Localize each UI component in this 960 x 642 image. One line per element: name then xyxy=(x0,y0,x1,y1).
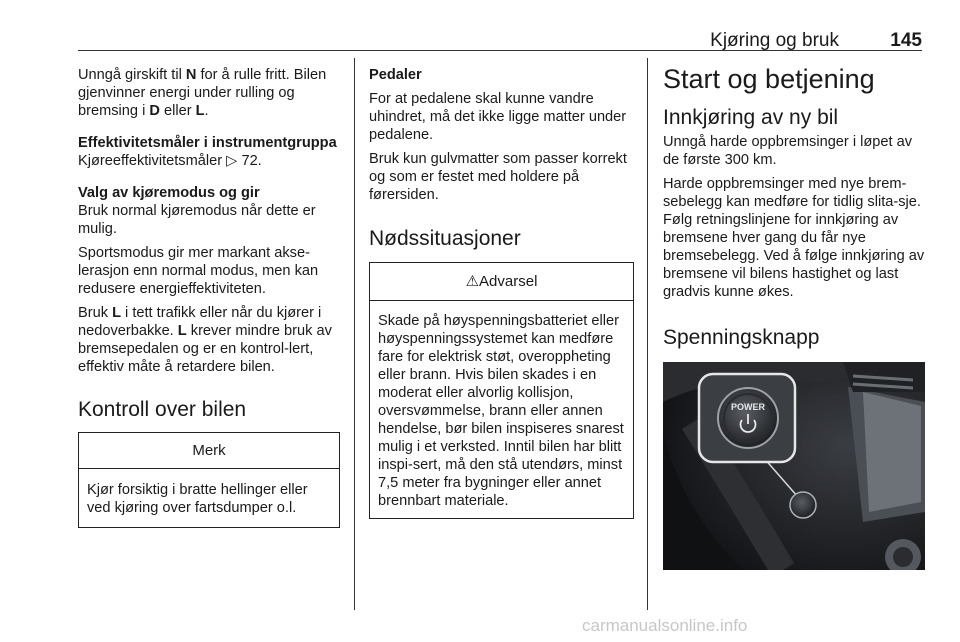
drive-mode-text-1: Bruk normal kjøremodus når dette er mulig. xyxy=(78,203,316,237)
break-in-text-1: Unngå harde oppbremsinger i løpet av de første 300 km. xyxy=(663,134,913,168)
header-divider xyxy=(78,50,922,51)
column-divider-1 xyxy=(354,58,355,610)
reference-arrow-icon: ▷ xyxy=(226,153,238,169)
drive-mode-text-3: Bruk L i tett trafikk eller når du kjører i nedoverbakke. L krever mindre bruk av bremsepedalen og er en kontrol-lert, effektiv måte å retardere bilen. xyxy=(78,305,332,375)
column-divider-2 xyxy=(647,58,648,610)
warning-text: Skade på høyspenningsbatteriet eller høyspenningssystemet kan medføre fare for elektrisk støt, overoppheting eller brann. Hvis bilen skades i en moderat eller alvorlig kollisjon, oversvømmelse, brann eller annen hendelse, bør bilen inspiseres snarest mulig i et verksted. Inntil bilen har blitt inspi-sert, må den stå utendørs, minst 7,5 meter fra bygninger eller annet brennbart materiale. xyxy=(378,313,624,509)
control-heading: Kontroll over bilen xyxy=(78,398,247,421)
intro-paragraph: Unngå girskift til N for å rulle fritt. Bilen gjenvinner energi under rulling og bremsing i D eller L. xyxy=(78,67,327,119)
drive-mode-heading: Valg av kjøremodus og gir xyxy=(78,185,260,201)
column-middle xyxy=(369,66,634,519)
power-label: POWER xyxy=(730,402,766,412)
emergency-heading: Nødssituasjoner xyxy=(369,227,521,250)
pedals-heading: Pedaler xyxy=(369,67,422,83)
note-text: Kjør forsiktig i bratte hellinger eller ved kjøring over fartsdumper o.l. xyxy=(87,482,308,516)
note-title: Merk xyxy=(79,433,339,469)
power-button-heading: Spenningsknapp xyxy=(663,326,820,349)
page-number: 145 xyxy=(890,30,922,51)
warning-icon: ⚠ xyxy=(465,273,480,290)
break-in-heading: Innkjøring av ny bil xyxy=(663,106,839,129)
efficiency-heading: Effektivitetsmåler i instrumentgruppa xyxy=(78,135,337,151)
warning-header xyxy=(370,263,633,301)
warning-box xyxy=(369,262,634,519)
drive-mode-text-2: Sportsmodus gir mer markant akse-lerasjon enn normal modus, men kan redusere energieffektiviteten. xyxy=(78,245,319,297)
watermark: carmanualsonline.info xyxy=(582,616,748,635)
dashboard-illustration xyxy=(663,362,925,570)
column-right xyxy=(663,63,927,570)
main-heading: Start og betjening xyxy=(663,64,875,94)
power-button-photo xyxy=(663,362,925,570)
note-box xyxy=(78,432,340,528)
pedals-text-1: For at pedalene skal kunne vandre uhindret, må det ikke ligge matter under pedalene. xyxy=(369,91,627,143)
pedals-text-2: Bruk kun gulvmatter som passer korrekt og som er festet med holdere på førersiden. xyxy=(369,151,627,203)
section-title: Kjøring og bruk xyxy=(710,30,839,51)
break-in-text-2: Harde oppbremsinger med nye brem-sebelegg kan medføre for tidlig slita-sje. Følg retningslinjene for innkjøring av bremsene hver gang du får nye bremsebelegg. Ved å følge innkjøring av bremsene vil bilens hastighet og last gradvis kunne økes. xyxy=(663,176,925,300)
page-header xyxy=(78,30,922,52)
column-left xyxy=(78,66,340,528)
efficiency-text: Kjøreeffektivitetsmåler ▷ 72. xyxy=(78,153,262,169)
warning-title: Advarsel xyxy=(479,273,538,290)
